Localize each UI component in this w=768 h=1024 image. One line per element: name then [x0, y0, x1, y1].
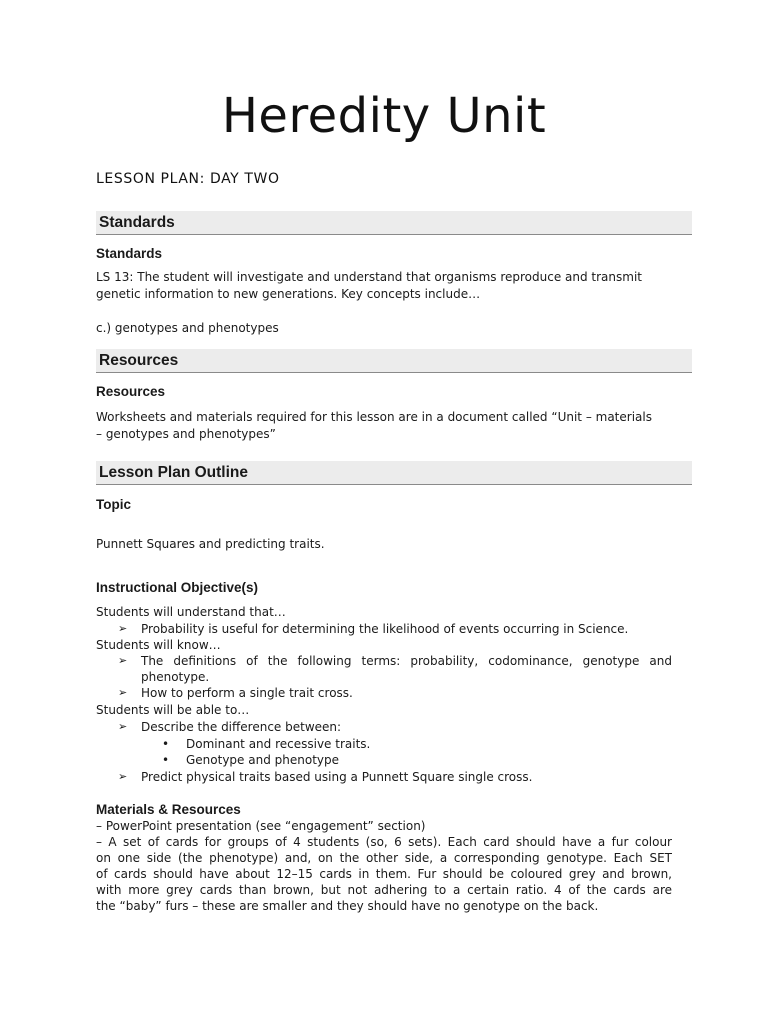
able-item-2: Predict physical traits based using a Punnett Square single cross. — [141, 770, 533, 784]
arrow-bullet-icon: ➢ — [118, 654, 128, 667]
topic-heading: Topic — [96, 497, 131, 512]
lesson-plan-subtitle: LESSON PLAN: DAY TWO — [96, 171, 280, 187]
arrow-bullet-icon: ➢ — [118, 720, 128, 733]
materials-heading: Materials & Resources — [96, 802, 241, 817]
know-item-1-line-2: phenotype. — [141, 670, 210, 684]
able-intro: Students will be able to… — [96, 703, 250, 717]
arrow-bullet-icon: ➢ — [118, 770, 128, 783]
know-item-1-line-1: The definitions of the following terms: probability, codominance, genotype and — [141, 654, 672, 668]
materials-line-3: on one side (the phenotype) and, on the other side, a corresponding genotype. Each SET — [96, 851, 672, 865]
topic-text: Punnett Squares and predicting traits. — [96, 537, 325, 551]
able-sub-2: Genotype and phenotype — [186, 753, 339, 767]
able-sub-1: Dominant and recessive traits. — [186, 737, 371, 751]
standards-section-header: Standards — [96, 211, 692, 235]
arrow-bullet-icon: ➢ — [118, 622, 128, 635]
resources-section-header: Resources — [96, 349, 692, 373]
standards-paragraph: LS 13: The student will investigate and understand that organisms reproduce and transmit genetic information to new generations. Key concepts include… — [96, 270, 642, 301]
materials-line-2: – A set of cards for groups of 4 students (so, 6 sets). Each card should have a fur colour — [96, 835, 672, 849]
page-title: Heredity Unit — [221, 88, 547, 144]
outline-section-header: Lesson Plan Outline — [96, 461, 692, 485]
materials-line-1: – PowerPoint presentation (see “engagement” section) — [96, 819, 426, 833]
understand-item: Probability is useful for determining the likelihood of events occurring in Science. — [141, 622, 629, 636]
round-bullet-icon: • — [162, 753, 170, 767]
materials-line-6: the “baby” furs – these are smaller and they should have no genotype on the back. — [96, 899, 599, 913]
resources-subheading: Resources — [96, 384, 166, 399]
know-intro: Students will know… — [96, 638, 221, 652]
materials-line-5: with more grey cards than brown, but not adhering to a certain ratio. 4 of the cards are — [96, 883, 672, 897]
round-bullet-icon: • — [162, 737, 170, 751]
able-item-1: Describe the difference between: — [141, 720, 342, 734]
standards-item: c.) genotypes and phenotypes — [96, 321, 279, 335]
resources-paragraph: Worksheets and materials required for this lesson are in a document called “Unit – materials – genotypes and phenotypes” — [96, 410, 652, 441]
objectives-heading: Instructional Objective(s) — [96, 580, 259, 595]
standards-subheading: Standards — [96, 246, 163, 261]
arrow-bullet-icon: ➢ — [118, 686, 128, 699]
know-item-2: How to perform a single trait cross. — [141, 686, 353, 700]
understand-intro: Students will understand that… — [96, 605, 286, 619]
materials-line-4: of cards should have about 12–15 cards in them. Fur should be coloured grey and brown, — [96, 867, 672, 881]
